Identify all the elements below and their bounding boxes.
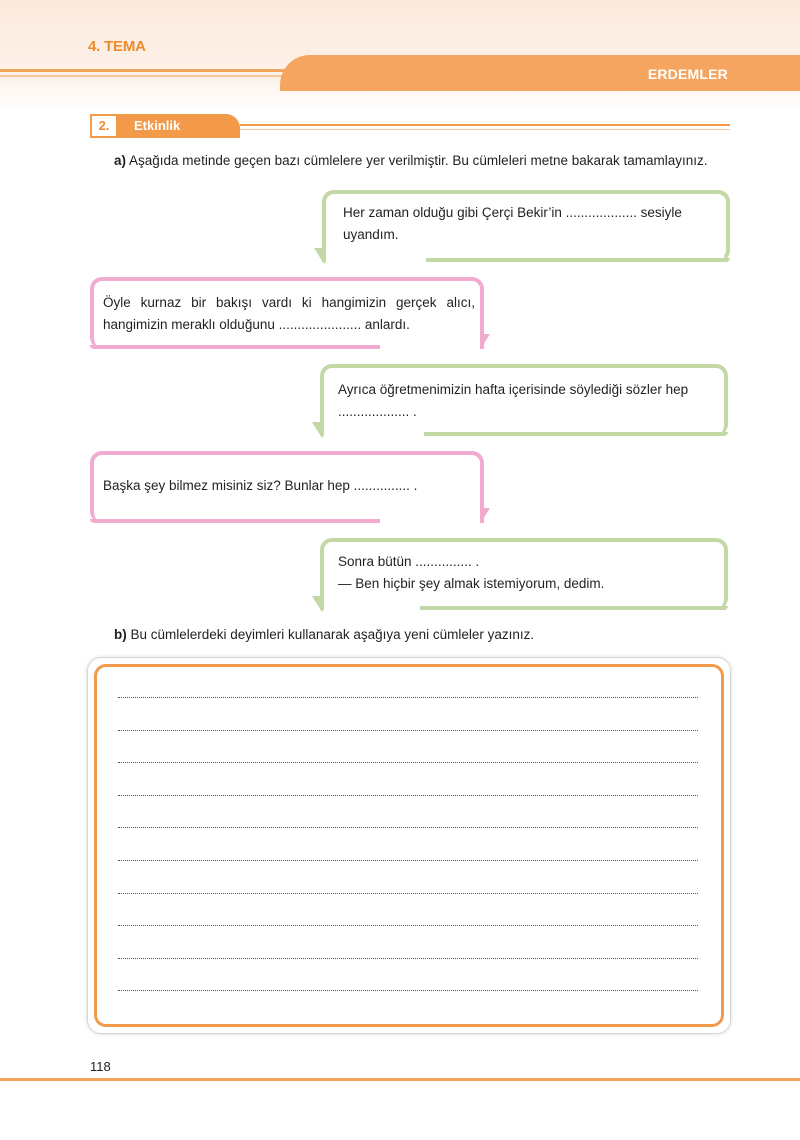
sentence-2-line-2: hangimizin meraklı olduğunu ...................... anlardı.	[103, 317, 410, 332]
question-b	[114, 624, 534, 646]
question-b-text: Bu cümlelerdeki deyimleri kullanarak aşağıya yeni cümleler yazınız.	[126, 627, 535, 642]
sentence-box-5-bottom	[420, 606, 728, 610]
activity-label: Etkinlik	[118, 114, 240, 138]
sentence-box-4-bottom	[90, 519, 380, 523]
writing-line[interactable]	[118, 762, 698, 763]
sentence-box-2-bottom	[90, 345, 380, 349]
footer-rule	[0, 1078, 800, 1081]
writing-line[interactable]	[118, 893, 698, 894]
sentence-2-line-1: Öyle kurnaz bir bakışı vardı ki hangimizin gerçek alıcı,	[103, 295, 475, 310]
sentence-box-3-bottom	[424, 432, 728, 436]
writing-line[interactable]	[118, 827, 698, 828]
activity-number: 2.	[90, 114, 118, 138]
writing-line[interactable]	[118, 990, 698, 991]
sentence-5-line-2: — Ben hiçbir şey almak istemiyorum, dedim.	[338, 576, 605, 591]
writing-line[interactable]	[118, 730, 698, 731]
sentence-1-line-2: uyandım.	[343, 227, 399, 242]
sentence-5-line-1: Sonra bütün ............... .	[338, 554, 480, 569]
page-number: 118	[90, 1059, 111, 1074]
writing-line[interactable]	[118, 697, 698, 698]
question-b-marker: b)	[114, 627, 127, 642]
sentence-5	[338, 551, 718, 595]
writing-line[interactable]	[118, 860, 698, 861]
sentence-1	[343, 202, 713, 246]
sentence-3-line-2: ................... .	[338, 404, 417, 419]
sentence-3	[338, 379, 718, 423]
theme-label: 4. TEMA	[88, 38, 146, 55]
sentence-3-line-1: Ayrıca öğretmenimizin hafta içerisinde söylediği sözler hep	[338, 382, 689, 397]
question-a-text: Aşağıda metinde geçen bazı cümlelere yer verilmiştir. Bu cümleleri metne bakarak tamamlayınız.	[126, 153, 708, 168]
writing-line[interactable]	[118, 958, 698, 959]
sentence-2	[103, 292, 475, 336]
section-title: ERDEMLER	[647, 66, 728, 82]
writing-area[interactable]	[94, 664, 724, 1027]
question-a-marker: a)	[114, 153, 127, 168]
writing-line[interactable]	[118, 795, 698, 796]
sentence-box-1-bottom	[426, 258, 730, 262]
sentence-4	[103, 475, 475, 497]
sentence-4-line-1: Başka şey bilmez misiniz siz? Bunlar hep ............... .	[103, 478, 418, 493]
sentence-1-line-1: Her zaman olduğu gibi Çerçi Bekir’in ................... sesiyle	[343, 205, 682, 220]
writing-line[interactable]	[118, 925, 698, 926]
